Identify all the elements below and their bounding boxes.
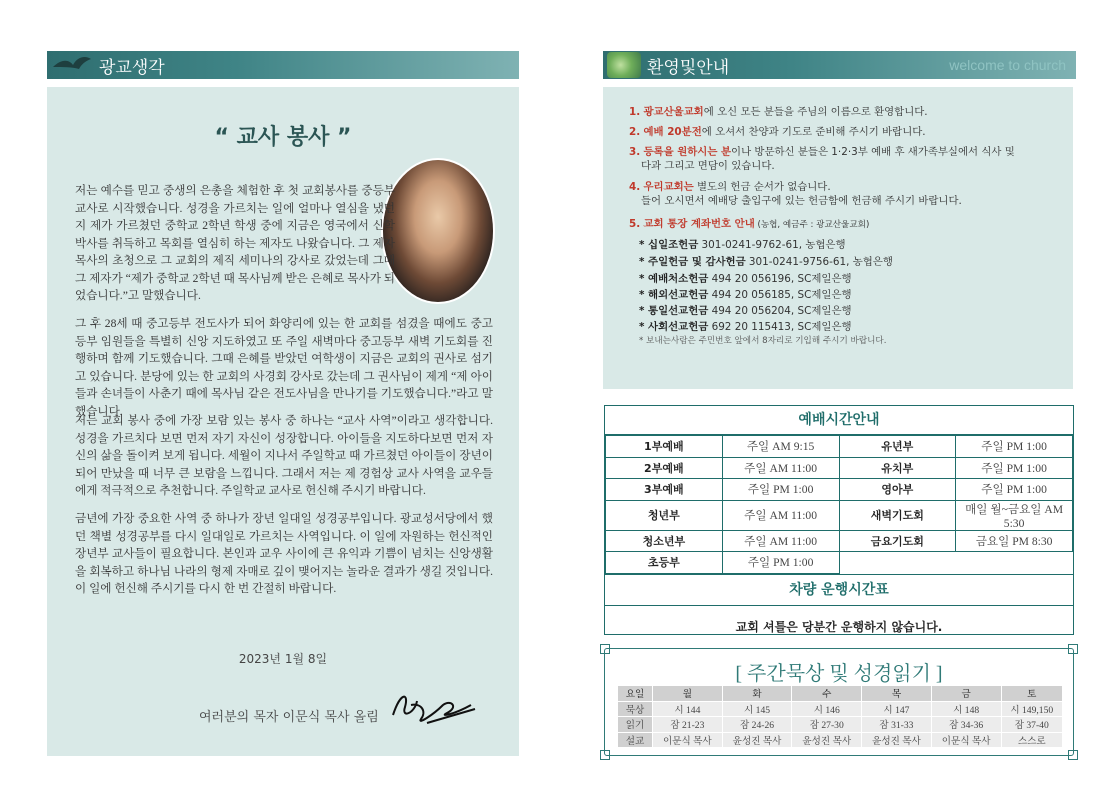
account-row: * 십일조헌금 301-0241-9762-61, 농협은행 [639, 239, 846, 251]
service-time: 주일 PM 1:00 [722, 552, 839, 574]
service-name: 새벽기도회 [839, 500, 956, 530]
column-date: 2023년 1월 8일 [238, 652, 328, 666]
service-name: 영아부 [839, 479, 956, 501]
service-name: 청년부 [606, 500, 723, 530]
service-name: 3부예배 [606, 479, 723, 501]
account-row: * 사회선교헌금 692 20 115413, SC제일은행 [639, 321, 852, 333]
notice-item-1: 1. 광교산울교회에 오신 모든 분들을 주님의 이름으로 환영합니다. [629, 106, 928, 118]
day-header: 수 [792, 686, 862, 702]
day-header: 화 [722, 686, 792, 702]
day-header: 토 [1001, 686, 1062, 702]
account-row: * 통일선교헌금 494 20 056204, SC제일은행 [639, 305, 852, 317]
column-paragraph-3: 저는 교회 봉사 중에 가장 보람 있는 봉사 중 하나는 “교사 사역”이라고 생각합니다. 성경을 가르치다 보면 먼저 자기 자신이 성장합니다. 아이들을 지도하다보면 먼저 자신의 삶을 돌이켜 보게 됩니다. 세월이 지나서 주일학교 때 가르쳤던 아이들이 장년이 되어 만났을 때 너무 큰 보람을 느낍니다. 그래서 저는 제 경험상 교사 사역을 교우들에게 적극적으로 추천합니다. 주일학교 교사로 헌신해 주시기 바랍니다. [75, 414, 493, 497]
table-cell: 이문식 목사 [653, 732, 723, 748]
day-header: 요일 [618, 686, 653, 702]
service-time: 주일 AM 11:00 [722, 500, 839, 530]
day-header: 목 [862, 686, 932, 702]
service-time: 주일 AM 11:00 [722, 457, 839, 479]
leaf-icon [607, 52, 641, 78]
service-name: 유치부 [839, 457, 956, 479]
frame-corner [1068, 644, 1078, 654]
table-cell: 시 144 [653, 701, 723, 717]
left-section-title: 광교생각 [99, 57, 165, 78]
service-time: 주일 AM 9:15 [722, 436, 839, 458]
bus-schedule-title: 차량 운행시간표 [605, 574, 1073, 606]
table-cell: 윤성진 목사 [792, 732, 862, 748]
right-section-header [603, 51, 1076, 79]
service-name: 청소년부 [606, 530, 723, 552]
service-time: 주일 PM 1:00 [722, 479, 839, 501]
account-row: * 주일헌금 및 감사헌금 301-0241-9756-61, 농협은행 [639, 256, 893, 268]
left-section-header [47, 51, 519, 79]
weekly-table [617, 685, 1063, 748]
table-cell: 잠 37-40 [1001, 717, 1062, 733]
bus-schedule-notice: 교회 셔틀은 당분간 운행하지 않습니다. [735, 619, 943, 634]
signature-image [387, 685, 477, 729]
table-cell: 시 146 [792, 701, 862, 717]
table-cell: 시 148 [931, 701, 1001, 717]
table-cell: 잠 27-30 [792, 717, 862, 733]
table-row [606, 479, 1073, 501]
service-time: 매일 월~금요일 AM 5:30 [956, 500, 1073, 530]
pastor-photo [383, 160, 493, 302]
table-cell: 시 149,150 [1001, 701, 1062, 717]
weekly-title: [ 주간묵상 및 성경읽기 ] [735, 663, 943, 685]
table-header-row [618, 686, 1063, 702]
column-paragraph-2: 그 후 28세 때 중고등부 전도사가 되어 화양리에 있는 한 교회를 섬겼을 때에도 중고등부 임원들을 특별히 신앙 지도하였고 또 주일 새벽마다 중고등부 새벽 기도회를 진행하며 함께 기도했습니다. 그때 은혜를 받았던 여학생이 지금은 교회의 권사로 섬기고 있습니다. 분당에 있는 한 교회의 사경회 강사로 갔는데 그 권사님이 제게 “제 아이들과 손녀들이 사춘기 때에 목사님 같은 전도사님을 만나기를 기도했습니다.”라고 말했습니다. [75, 317, 493, 418]
service-time: 주일 PM 1:00 [956, 436, 1073, 458]
table-row [618, 717, 1063, 733]
notice-item-5: 5. 교회 통장 계좌번호 안내 (농협, 예금주 : 광교산울교회) [629, 218, 870, 230]
service-name: 1부예배 [606, 436, 723, 458]
worship-table [605, 435, 1073, 574]
service-time: 주일 PM 1:00 [956, 479, 1073, 501]
row-label: 설교 [618, 732, 653, 748]
empty-cell [839, 552, 1072, 574]
table-cell: 시 147 [862, 701, 932, 717]
table-row [606, 552, 1073, 574]
service-time: 주일 PM 1:00 [956, 457, 1073, 479]
service-name: 유년부 [839, 436, 956, 458]
table-row [606, 530, 1073, 552]
account-note: * 보내는사람은 주민번호 앞에서 8자리로 기입해 주시기 바랍니다. [639, 336, 887, 346]
bird-icon [51, 53, 93, 77]
worship-schedule [604, 405, 1074, 635]
table-row [618, 701, 1063, 717]
weekly-reading-box [604, 648, 1074, 756]
frame-corner [600, 644, 610, 654]
frame-corner [600, 750, 610, 760]
table-cell: 윤성진 목사 [862, 732, 932, 748]
pastor-column [47, 87, 519, 756]
notice-item-4: 4. 우리교회는 별도의 헌금 순서가 없습니다. 들어 오시면서 예배당 출입구에 있는 헌금함에 헌금해 주시기 바랍니다. [629, 181, 962, 207]
notice-item-3: 3. 등록을 원하시는 분이나 방문하신 분들은 1·2·3부 예배 후 새가족부실에서 식사 및 다과 그리고 면담이 있습니다. [629, 146, 1015, 172]
column-paragraph-4: 금년에 가장 중요한 사역 중 하나가 장년 일대일 성경공부입니다. 광교성서당에서 했던 책별 성경공부를 다시 일대일로 가르치는 사역입니다. 이 일에 자원하는 헌신적인 장년부 교사들이 필요합니다. 본인과 교우 사이에 큰 유익과 기쁨이 넘치는 신앙생활을 회복하고 하나님 나라의 형제 자매로 깊이 맺어지는 놀라운 결과가 생길 것입니다. 이 일에 헌신해 주시기를 다시 한 번 간절히 바랍니다. [75, 512, 493, 595]
column-signature-text: 여러분의 목자 이문식 목사 올림 [199, 710, 379, 725]
row-label: 읽기 [618, 717, 653, 733]
service-name: 2부예배 [606, 457, 723, 479]
table-cell: 윤성진 목사 [722, 732, 792, 748]
day-header: 월 [653, 686, 723, 702]
column-paragraph-1: 저는 예수를 믿고 중생의 은총을 체험한 후 첫 교회봉사를 중등부 교사로 시작했습니다. 성경을 가르치는 일에 얼마나 열심을 냈던지 제가 가르쳤던 중학교 2학년 학생 중에 지금은 영국에서 신학박사를 취득하고 목회를 열심히 하는 제자도 나왔습니다. 그 제자 목사의 초청으로 그 교회의 제직 세미나의 강사로 갔었는데 그때 그 제자가 “제가 중학교 2학년 때 목사님께 받은 은혜로 목사가 되었습니다.”고 말했습니다. [75, 184, 395, 302]
right-section-subtitle: welcome to church [949, 57, 1066, 73]
service-name: 금요기도회 [839, 530, 956, 552]
table-cell: 잠 31-33 [862, 717, 932, 733]
notice-panel [603, 87, 1073, 389]
table-row [618, 732, 1063, 748]
table-row [606, 436, 1073, 458]
table-cell: 시 145 [722, 701, 792, 717]
table-row [606, 500, 1073, 530]
worship-title: 예배시간안내 [605, 406, 1073, 435]
notice-item-2: 2. 예배 20분전에 오셔서 찬양과 기도로 준비해 주시기 바랍니다. [629, 126, 926, 138]
account-row: * 해외선교헌금 494 20 056185, SC제일은행 [639, 289, 852, 301]
table-cell: 잠 34-36 [931, 717, 1001, 733]
row-label: 묵상 [618, 701, 653, 717]
right-section-title: 환영및안내 [647, 57, 730, 78]
account-row: * 예배처소헌금 494 20 056196, SC제일은행 [639, 273, 852, 285]
service-time: 주일 AM 11:00 [722, 530, 839, 552]
table-cell: 잠 21-23 [653, 717, 723, 733]
frame-corner [1068, 750, 1078, 760]
column-title: “ 교사 봉사 ” [214, 125, 352, 150]
day-header: 금 [931, 686, 1001, 702]
service-name: 초등부 [606, 552, 723, 574]
table-cell: 잠 24-26 [722, 717, 792, 733]
table-cell: 스스로 [1001, 732, 1062, 748]
table-row [606, 457, 1073, 479]
service-time: 금요일 PM 8:30 [956, 530, 1073, 552]
table-cell: 이문식 목사 [931, 732, 1001, 748]
